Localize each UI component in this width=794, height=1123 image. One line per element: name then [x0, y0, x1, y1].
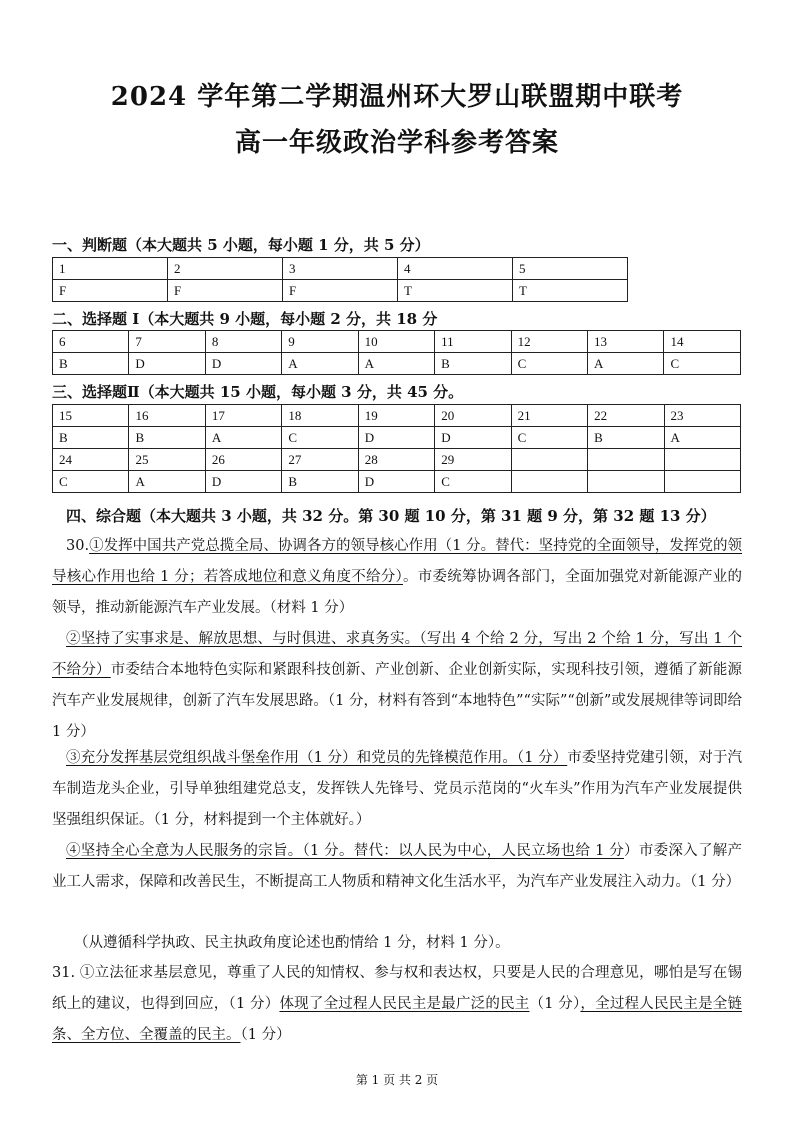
- answer-point-text: 市委坚持党建引领，对于汽车制造龙头企业，引导单独组建党总支，发挥铁人先锋号、党员示范岗的“火车头”作用为汽车产业发展提供坚强组织保证。（1 分，材料提到一个主体就好。）: [52, 750, 743, 828]
- section4-heading: 四、综合题（本大题共 3 小题，共 32 分。第 30 题 10 分，第 31 题 9 分，第 32 题 13 分）: [66, 507, 716, 525]
- answer-cell: A: [282, 353, 358, 375]
- question-number: 8: [205, 331, 281, 353]
- answer-cell: [511, 471, 587, 493]
- answer-cell: F: [53, 280, 168, 302]
- answer-point-underlined: ，全过程人民民主是全链条、全方位、全覆盖的民主。: [52, 996, 743, 1043]
- q31-answer: [52, 958, 742, 1051]
- page-footer: 第 1 页 共 2 页: [355, 1073, 439, 1087]
- answer-point-underlined: ②坚持了实事求是、解放思想、与时俱进、求真务实。（写出 4 个给 2 分，写出 2 个给 1 分，写出 1 个不给分）: [52, 631, 742, 678]
- answer-cell: C: [53, 471, 129, 493]
- table-row: [53, 280, 628, 302]
- question-number: 14: [664, 331, 741, 353]
- answer-cell: B: [53, 427, 129, 449]
- table-row: [53, 405, 741, 427]
- table-row: [53, 471, 741, 493]
- question-number: 29: [435, 449, 511, 471]
- question-number: 17: [205, 405, 281, 427]
- question-number: 1: [53, 258, 168, 280]
- question-number: 16: [129, 405, 205, 427]
- question-number: 12: [511, 331, 587, 353]
- answer-cell: A: [205, 427, 281, 449]
- answer-cell: T: [512, 280, 627, 302]
- answer-cell: F: [167, 280, 282, 302]
- question-number: 22: [588, 405, 664, 427]
- question-number: 3: [282, 258, 397, 280]
- answer-point-text: ）市委深入了解产业工人需求，保障和改善民生，不断提高工人物质和精神文化生活水平，为汽车产业发展注入动力。（1 分）: [52, 843, 743, 890]
- question-number: 2: [167, 258, 282, 280]
- question-number: 11: [435, 331, 511, 353]
- answer-point-underlined: ③充分发挥基层党组织战斗堡垒作用（1 分）和党员的先锋模范作用。（1 分）: [66, 750, 568, 766]
- question-number: 10: [358, 331, 434, 353]
- answer-point-text: （1 分）: [240, 1027, 291, 1043]
- table-row: [53, 449, 741, 471]
- section3-heading: 三、选择题Ⅱ（本大题共 15 小题，每小题 3 分，共 45 分。: [52, 383, 464, 401]
- question-number: [511, 449, 587, 471]
- q30-point4: [52, 836, 742, 898]
- question-number: 25: [129, 449, 205, 471]
- table-row: [53, 353, 741, 375]
- question-number: [664, 449, 741, 471]
- answer-cell: D: [205, 471, 281, 493]
- answer-cell: A: [588, 353, 664, 375]
- answer-cell: B: [282, 471, 358, 493]
- section1-heading: 一、判断题（本大题共 5 小题，每小题 1 分，共 5 分）: [52, 236, 430, 254]
- question-number: 27: [282, 449, 358, 471]
- question-number-label: 31.: [52, 965, 76, 981]
- answer-point-text: （1 分）: [529, 996, 581, 1012]
- answer-cell: C: [435, 471, 511, 493]
- question-number: [588, 449, 664, 471]
- q30-point3: [52, 743, 742, 836]
- question-number-label: 30.: [66, 538, 90, 554]
- section1-answer-table: [52, 257, 628, 302]
- answer-point-text: 。市委统筹协调各部门，全面加强党对新能源产业的领导，推动新能源汽车产业发展。（材料 1 分）: [52, 569, 742, 616]
- answer-cell: C: [664, 353, 741, 375]
- question-number: 9: [282, 331, 358, 353]
- section3-answer-table: [52, 404, 741, 493]
- question-number: 24: [53, 449, 129, 471]
- question-number: 28: [358, 449, 434, 471]
- answer-cell: A: [664, 427, 741, 449]
- document-subtitle: 高一年级政治学科参考答案: [234, 128, 559, 158]
- question-number: 7: [129, 331, 205, 353]
- answer-cell: T: [397, 280, 512, 302]
- answer-cell: D: [435, 427, 511, 449]
- table-row: [53, 331, 741, 353]
- question-number: 23: [664, 405, 741, 427]
- question-number: 20: [435, 405, 511, 427]
- answer-cell: B: [129, 427, 205, 449]
- document-title: 2024 学年第二学期温州环大罗山联盟期中联考: [110, 82, 684, 112]
- section2-heading: 二、选择题 I（本大题共 9 小题，每小题 2 分，共 18 分: [52, 310, 438, 328]
- answer-point-underlined: ④坚持全心全意为人民服务的宗旨。（1 分。替代：以人民为中心，人民立场也给 1 分: [66, 843, 625, 859]
- question-number: 15: [53, 405, 129, 427]
- q30-point1: [52, 531, 742, 624]
- answer-cell: B: [588, 427, 664, 449]
- q30-note: （从遵循科学执政、民主执政角度论述也酌情给 1 分，材料 1 分）。: [74, 935, 510, 951]
- answer-point-underlined: 体现了全过程人民民主是最广泛的民主: [279, 996, 530, 1012]
- answer-cell: A: [129, 471, 205, 493]
- answer-cell: D: [205, 353, 281, 375]
- answer-cell: C: [282, 427, 358, 449]
- q30-point2: [52, 624, 742, 748]
- table-row: [53, 427, 741, 449]
- question-number: 13: [588, 331, 664, 353]
- answer-point-text: 市委结合本地特色实际和紧跟科技创新、产业创新、企业创新实际，实现科技引领，遵循了新能源汽车产业发展规律，创新了汽车发展思路。（1 分，材料有答到“本地特色”“实际”“创新”或发展规律等词即给 1 分）: [52, 662, 743, 740]
- answer-cell: [588, 471, 664, 493]
- question-number: 26: [205, 449, 281, 471]
- answer-cell: [664, 471, 741, 493]
- answer-cell: B: [53, 353, 129, 375]
- answer-cell: C: [511, 353, 587, 375]
- answer-cell: B: [435, 353, 511, 375]
- answer-cell: C: [511, 427, 587, 449]
- question-number: 18: [282, 405, 358, 427]
- section2-answer-table: [52, 330, 741, 375]
- answer-cell: D: [129, 353, 205, 375]
- answer-cell: A: [358, 353, 434, 375]
- answer-cell: D: [358, 427, 434, 449]
- question-number: 5: [512, 258, 627, 280]
- question-number: 21: [511, 405, 587, 427]
- question-number: 6: [53, 331, 129, 353]
- answer-cell: D: [358, 471, 434, 493]
- answer-point-underlined: ①发挥中国共产党总揽全局、协调各方的领导核心作用（1 分。替代：坚持党的全面领导，发挥党的领导核心作用也给 1 分；若答成地位和意义角度不给分）: [52, 538, 742, 585]
- question-number: 4: [397, 258, 512, 280]
- answer-point-text: ①立法征求基层意见，尊重了人民的知情权、参与权和表达权，只要是人民的合理意见，哪怕是写在锡纸上的建议，也得到回应，（1 分）: [52, 965, 742, 1012]
- question-number: 19: [358, 405, 434, 427]
- table-row: [53, 258, 628, 280]
- answer-cell: F: [282, 280, 397, 302]
